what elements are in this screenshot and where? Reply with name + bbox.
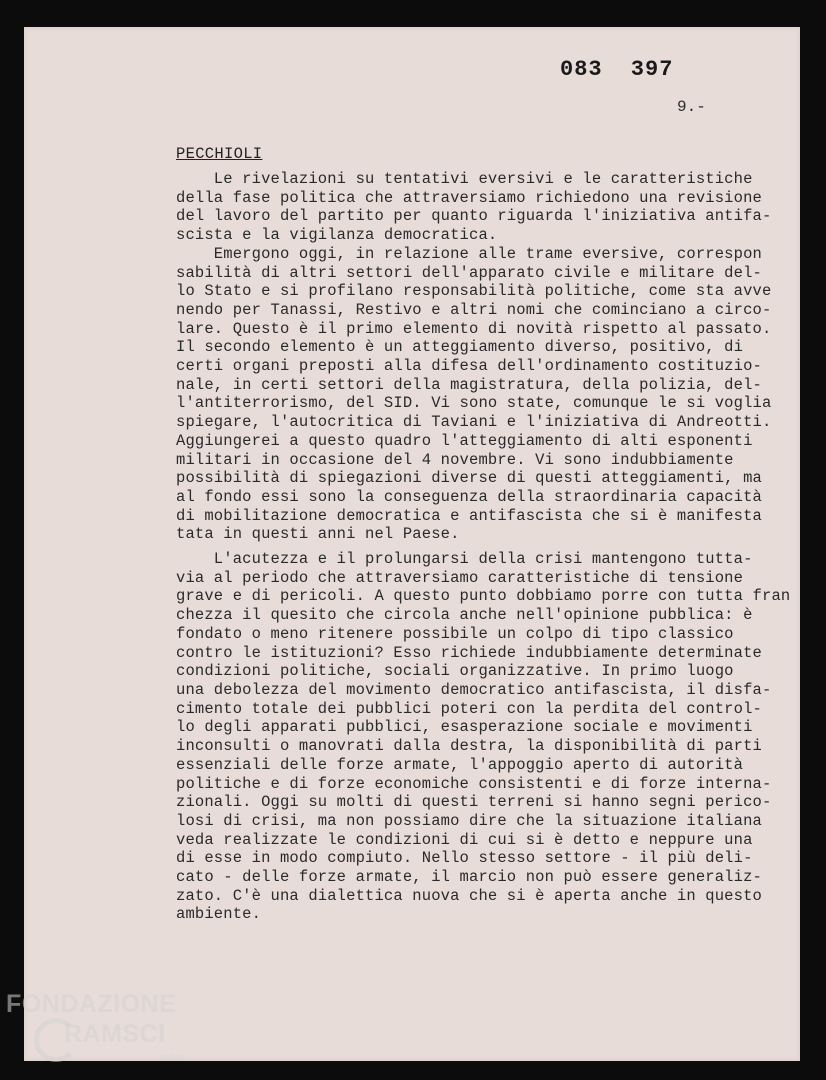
text-line: lo Stato e si profilano responsabilità politiche, come sta avve [176, 282, 772, 301]
text-line: grave e di pericoli. A questo punto dobbiamo porre con tutta fran [176, 587, 791, 606]
text-line: nendo per Tanassi, Restivo e altri nomi che cominciano a circo- [176, 300, 772, 319]
text-line: chezza il quesito che circola anche nell'opinione pubblica: è [176, 606, 753, 625]
text-line: spiegare, l'autocritica di Taviani e l'iniziativa di Andreotti. [176, 413, 772, 432]
watermark-suffix: onlus [160, 1052, 184, 1063]
archive-watermark [6, 990, 184, 1063]
text-line: Emergono oggi, in relazione alle trame eversive, correspon [176, 244, 762, 263]
watermark-line2: RAMSCI [64, 1020, 166, 1048]
text-line: Il secondo elemento è un atteggiamento diverso, positivo, di [176, 338, 744, 357]
text-line: militari in occasione del 4 novembre. Vi sono indubbiamente [176, 450, 734, 469]
paragraph [176, 170, 796, 245]
text-line: zionali. Oggi su molti di questi terreni si hanno segni perico- [176, 793, 772, 812]
text-line: Le rivelazioni su tentativi eversivi e le caratteristiche [176, 170, 753, 188]
watermark-line1: FONDAZIONE [6, 990, 177, 1018]
text-line: una debolezza del movimento democratico antifascista, il disfa- [176, 680, 772, 699]
text-line: losi di crisi, ma non possiamo dire che la situazione italiana [176, 811, 762, 830]
page-number: 9.- [677, 98, 706, 116]
paragraph [176, 245, 796, 544]
text-line: del lavoro del partito per quanto riguarda l'iniziativa antifa- [176, 207, 772, 226]
section-heading: PECCHIOLI [176, 145, 263, 163]
text-line: della fase politica che attraversiamo richiedono una revisione [176, 188, 762, 207]
text-line: Aggiungerei a questo quadro l'atteggiamento di alti esponenti [176, 431, 753, 450]
text-line: cato - delle forze armate, il marcio non può essere generaliz- [176, 868, 762, 887]
text-line: nale, in certi settori della magistratura, della polizia, del- [176, 375, 762, 394]
text-line: inconsulti o manovrati dalla destra, la disponibilità di parti [176, 737, 762, 756]
text-line: lare. Questo è il primo elemento di novità rispetto al passato. [176, 319, 772, 338]
archive-number: 083 397 [560, 57, 674, 82]
text-line: via al periodo che attraversiamo caratteristiche di tensione [176, 568, 744, 587]
text-line: fondato o meno ritenere possibile un colpo di tipo classico [176, 624, 734, 643]
text-line: condizioni politiche, sociali organizzative. In primo luogo [176, 662, 734, 681]
text-line: cimento totale dei pubblici poteri con la perdita del control- [176, 699, 762, 718]
text-line: di mobilitazione democratica e antifascista che si è manifesta [176, 506, 762, 525]
text-line: di esse in modo compiuto. Nello stesso settore - il più deli- [176, 849, 753, 868]
text-line: tata in questi anni nel Paese. [176, 525, 460, 544]
text-line: politiche e di forze economiche consistenti e di forze interna- [176, 774, 772, 793]
text-line: veda realizzate le condizioni di cui si è detto e neppure una [176, 830, 753, 849]
text-line: certi organi preposti alla difesa dell'ordinamento costituzio- [176, 357, 762, 376]
text-line: essenziali delle forze armate, l'appoggio aperto di autorità [176, 755, 744, 774]
text-line: L'acutezza e il prolungarsi della crisi mantengono tutta- [176, 550, 753, 569]
text-line: possibilità di spiegazioni diverse di questi atteggiamenti, ma [176, 469, 762, 488]
text-line: contro le istituzioni? Esso richiede indubbiamente determinate [176, 643, 762, 662]
text-line: sabilità di altri settori dell'apparato civile e militare del- [176, 263, 762, 282]
text-line: ambiente. [176, 905, 262, 924]
text-line: scista e la vigilanza democratica. [176, 226, 498, 245]
document-body [176, 170, 796, 924]
text-line: l'antiterrorismo, del SID. Vi sono state, comunque le si voglia [176, 394, 772, 413]
paragraph [176, 550, 796, 924]
text-line: al fondo essi sono la conseguenza della straordinaria capacità [176, 487, 762, 506]
text-line: lo degli apparati pubblici, esasperazione sociale e movimenti [176, 718, 753, 737]
text-line: zato. C'è una dialettica nuova che si è aperta anche in questo [176, 886, 762, 905]
